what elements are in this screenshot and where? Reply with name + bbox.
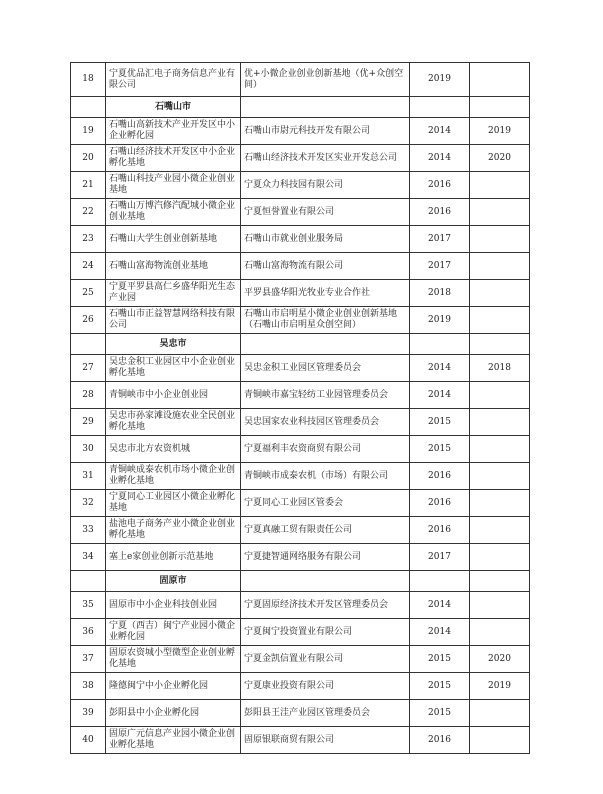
operator-name: 宁夏众力科技园有限公司 [241,172,410,199]
operator-name: 宁夏真融工贸有限责任公司 [241,517,410,544]
recognition-year [470,490,530,517]
empty-cell [71,571,106,592]
row-number: 28 [71,382,106,409]
operator-name: 宁夏固原经济技术开发区管理委员会 [241,592,410,619]
row-number: 29 [71,409,106,436]
operator-name: 宁夏金凯信置业有限公司 [241,646,410,673]
recognition-year [470,463,530,490]
table-row [71,382,530,409]
table-body [71,63,530,754]
recognition-year [470,63,530,97]
approval-year: 2015 [410,409,470,436]
base-name: 石嘴山科技产业园小微企业创业基地 [106,172,241,199]
base-name: 宁夏优品汇电子商务信息产业有限公司 [106,63,241,97]
base-name: 石嘴山市正益智慧网络科技有限公司 [106,307,241,334]
row-number: 32 [71,490,106,517]
recognition-year [470,727,530,754]
approval-year: 2014 [410,619,470,646]
table-row [71,172,530,199]
row-number: 25 [71,280,106,307]
table-row [71,436,530,463]
table-row [71,619,530,646]
incubator-table [70,62,530,754]
row-number: 19 [71,118,106,145]
base-name: 吴忠金积工业园区中小企业创业孵化基地 [106,355,241,382]
approval-year: 2014 [410,382,470,409]
empty-cell [410,97,470,118]
base-name: 盐池电子商务产业小微企业创业孵化基地 [106,517,241,544]
approval-year: 2016 [410,517,470,544]
empty-cell [470,97,530,118]
empty-cell [410,334,470,355]
operator-name: 石嘴山市启明星小微企业创业创新基地（石嘴山市启明星众创空间） [241,307,410,334]
city-header-row [71,334,530,355]
operator-name: 青铜峡市嘉宝轻纺工业园管理委员会 [241,382,410,409]
table-row [71,673,530,700]
table-row [71,280,530,307]
recognition-year [470,436,530,463]
empty-cell [470,571,530,592]
row-number: 30 [71,436,106,463]
table-row [71,592,530,619]
row-number: 18 [71,63,106,97]
operator-name: 彭阳县王洼产业园区管理委员会 [241,700,410,727]
base-name: 吴忠市孙家滩设施农业全民创业孵化基地 [106,409,241,436]
approval-year: 2019 [410,307,470,334]
city-name: 固原市 [106,571,241,592]
approval-year: 2015 [410,673,470,700]
approval-year: 2016 [410,463,470,490]
approval-year: 2016 [410,172,470,199]
table-row [71,517,530,544]
table-row [71,463,530,490]
table-row [71,226,530,253]
recognition-year [470,700,530,727]
empty-cell [241,571,410,592]
empty-cell [410,571,470,592]
table-row [71,490,530,517]
base-name: 石嘴山万博汽修汽配城小微企业创业基地 [106,199,241,226]
table-row [71,63,530,97]
table-row [71,118,530,145]
table-row [71,727,530,754]
operator-name: 石嘴山市就业创业服务局 [241,226,410,253]
row-number: 22 [71,199,106,226]
approval-year: 2019 [410,63,470,97]
approval-year: 2017 [410,544,470,571]
row-number: 24 [71,253,106,280]
recognition-year [470,253,530,280]
approval-year: 2017 [410,253,470,280]
operator-name: 石嘴山富海物流有限公司 [241,253,410,280]
operator-name: 平罗县盛华阳光牧业专业合作社 [241,280,410,307]
row-number: 23 [71,226,106,253]
base-name: 吴忠市北方农资机城 [106,436,241,463]
recognition-year: 2019 [470,673,530,700]
row-number: 26 [71,307,106,334]
row-number: 38 [71,673,106,700]
empty-cell [241,334,410,355]
recognition-year [470,409,530,436]
city-name: 石嘴山市 [106,97,241,118]
operator-name: 宁夏同心工业园区管委会 [241,490,410,517]
base-name: 隆德闽宁中小企业孵化园 [106,673,241,700]
approval-year: 2015 [410,436,470,463]
row-number: 31 [71,463,106,490]
row-number: 21 [71,172,106,199]
table-row [71,700,530,727]
base-name: 石嘴山经济技术开发区中小企业孵化基地 [106,145,241,172]
row-number: 35 [71,592,106,619]
recognition-year [470,226,530,253]
approval-year: 2014 [410,592,470,619]
operator-name: 固原银联商贸有限公司 [241,727,410,754]
approval-year: 2016 [410,199,470,226]
operator-name: 吴忠国家农业科技园区管理委员会 [241,409,410,436]
approval-year: 2016 [410,490,470,517]
operator-name: 宁夏捷智通网络服务有限公司 [241,544,410,571]
operator-name: 石嘴山市尉元科技开发有限公司 [241,118,410,145]
table-row [71,355,530,382]
base-name: 塞上e家创业创新示范基地 [106,544,241,571]
recognition-year: 2019 [470,118,530,145]
base-name: 石嘴山高新技术产业开发区中小企业孵化园 [106,118,241,145]
recognition-year: 2020 [470,145,530,172]
recognition-year [470,280,530,307]
operator-name: 宁夏康业投资有限公司 [241,673,410,700]
approval-year: 2016 [410,727,470,754]
empty-cell [71,97,106,118]
city-header-row [71,571,530,592]
operator-name: 吴忠金积工业园区管理委员会 [241,355,410,382]
base-name: 青铜峡市中小企业创业园 [106,382,241,409]
recognition-year [470,619,530,646]
recognition-year [470,307,530,334]
row-number: 36 [71,619,106,646]
row-number: 37 [71,646,106,673]
base-name: 石嘴山大学生创业创新基地 [106,226,241,253]
base-name: 彭阳县中小企业孵化园 [106,700,241,727]
base-name: 宁夏平罗县高仁乡盛华阳光生态产业园 [106,280,241,307]
approval-year: 2014 [410,355,470,382]
recognition-year [470,382,530,409]
recognition-year: 2020 [470,646,530,673]
table-row [71,145,530,172]
city-name: 吴忠市 [106,334,241,355]
table-row [71,307,530,334]
base-name: 固原广元信息产业园小微企业创业孵化基地 [106,727,241,754]
operator-name: 宁夏闽宁投资置业有限公司 [241,619,410,646]
operator-name: 青铜峡市成泰农机（市场）有限公司 [241,463,410,490]
row-number: 20 [71,145,106,172]
empty-cell [470,334,530,355]
empty-cell [71,334,106,355]
base-name: 宁夏同心工业园区小微企业孵化基地 [106,490,241,517]
table-row [71,646,530,673]
table-row [71,253,530,280]
recognition-year [470,172,530,199]
table-row [71,199,530,226]
recognition-year: 2018 [470,355,530,382]
empty-cell [241,97,410,118]
base-name: 青铜峡成泰农机市场小微企业创业孵化基地 [106,463,241,490]
approval-year: 2015 [410,700,470,727]
recognition-year [470,199,530,226]
approval-year: 2018 [410,280,470,307]
row-number: 39 [71,700,106,727]
approval-year: 2014 [410,118,470,145]
row-number: 27 [71,355,106,382]
operator-name: 石嘴山经济技术开发区实业开发总公司 [241,145,410,172]
base-name: 宁夏（西吉）闽宁产业园小微企业孵化园 [106,619,241,646]
row-number: 40 [71,727,106,754]
base-name: 固原市中小企业科技创业园 [106,592,241,619]
table-row [71,544,530,571]
operator-name: 宁夏恒誉置业有限公司 [241,199,410,226]
recognition-year [470,517,530,544]
recognition-year [470,544,530,571]
base-name: 固原农资城小型微型企业创业孵化基地 [106,646,241,673]
operator-name: 宁夏福利丰农资商贸有限公司 [241,436,410,463]
row-number: 34 [71,544,106,571]
table-row [71,409,530,436]
row-number: 33 [71,517,106,544]
recognition-year [470,592,530,619]
city-header-row [71,97,530,118]
base-name: 石嘴山富海物流创业基地 [106,253,241,280]
approval-year: 2017 [410,226,470,253]
approval-year: 2014 [410,145,470,172]
operator-name: 优+小微企业创业创新基地（优+众创空间） [241,63,410,97]
approval-year: 2015 [410,646,470,673]
